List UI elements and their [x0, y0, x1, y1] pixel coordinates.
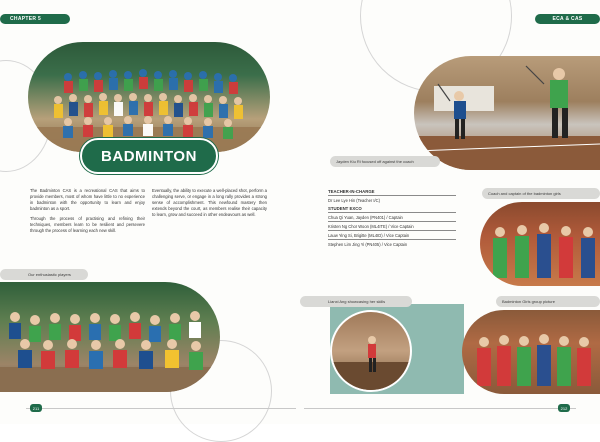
caption-text: Our enthusiastic players: [28, 272, 71, 277]
page-number-left: [30, 404, 42, 412]
intro-column-1: [30, 188, 145, 234]
caption-jayden: [330, 156, 440, 167]
caption-lianxi: [300, 296, 412, 307]
section-tab: [535, 14, 600, 24]
intro-paragraph-3: Eventually, the ability to execute a well-placed shot, perform a challenging serve, or engage in a long rally provides a strong sense of accomplishment. This newfound mastery then extends beyond the court, as members realise their capacity to learn, grow and succeed in other endeavours as well.: [152, 188, 267, 217]
caption-girls: [496, 296, 600, 307]
chapter-tab: [0, 14, 70, 24]
players-photo-figures: [0, 282, 220, 392]
page-number-text: 212: [560, 405, 568, 411]
caption-enthusiastic-players: [0, 269, 88, 280]
jayden-action-photo: [414, 56, 600, 170]
coach-photo-figures: [480, 202, 600, 286]
caption-text: Jayden Kiu Ri focused off against the coach: [336, 159, 414, 164]
teacher-heading: TEACHER-IN-CHARGE: [328, 189, 375, 194]
team-photo-figures: [28, 42, 270, 152]
lianxi-photo-figure: [332, 312, 410, 390]
exco-heading: STUDENT EXCO: [328, 206, 362, 211]
players-group-photo: [0, 282, 220, 392]
section-tab-label: ECA & CAS: [552, 16, 583, 22]
caption-text: Badminton Girls group picture: [502, 299, 555, 304]
girls-group-photo: [462, 310, 600, 394]
exco-member: Stephen Lim Jing Yi (PN405) / Vice Captain: [328, 241, 408, 247]
chapter-tab-label: CHAPTER 5: [10, 16, 42, 22]
intro-column-2: [152, 188, 267, 218]
committee-list: [328, 188, 456, 248]
intro-paragraph-1: The Badminton CAS is a recreational CAS that aims to provide members, most of whom have little to no experience in badminton with the opportunity to learn and enjoy badminton as a sport.: [30, 188, 145, 211]
coach-captains-photo: [480, 202, 600, 286]
exco-member: Kristen Ng Chor Woon (ML4ITE) / Vice Captain: [328, 223, 414, 229]
teacher-name: Dr Lee Lye Hin (Teacher I/C): [328, 197, 380, 203]
caption-text: Coach and captain of the badminton girls: [488, 191, 561, 196]
jayden-photo-figures: [414, 56, 600, 170]
caption-coach: [482, 188, 600, 199]
team-group-photo: [28, 42, 270, 152]
exco-member: Lauw Ying Si, Brigitte (ML4ID) / Vice Captain: [328, 232, 410, 238]
lianxi-circle-photo: [330, 310, 412, 392]
page-number-text: 211: [32, 405, 40, 411]
page-title-pill: [80, 138, 218, 174]
caption-text: Lianxi Ang showcasing her skills: [328, 299, 386, 304]
page-title: BADMINTON: [101, 147, 197, 165]
exco-member: Chua Qi Yuan, Jayden (PN401) / Captain: [328, 214, 403, 220]
intro-paragraph-2: Through the process of practising and refining their techniques, members learn to be resilient and persevere through the process of learning each new skill.: [30, 216, 145, 233]
page-number-right: [558, 404, 570, 412]
girls-photo-figures: [462, 310, 600, 394]
